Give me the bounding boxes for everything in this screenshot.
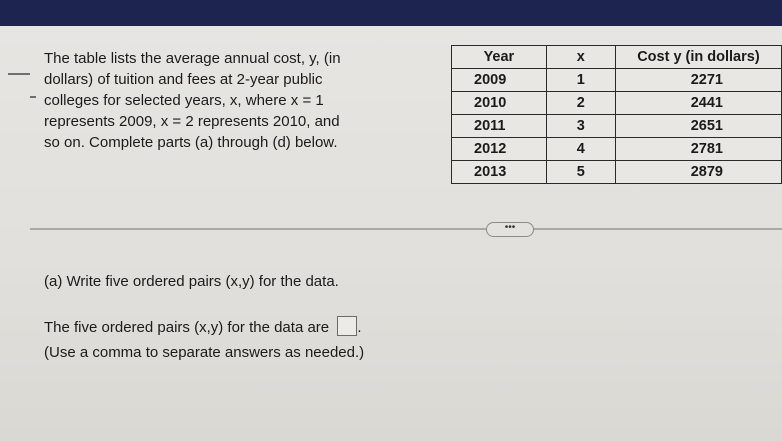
statement-line: represents 2009, x = 2 represents 2010, and <box>44 113 340 130</box>
tuition-cost-table <box>451 45 782 184</box>
answer-label: The five ordered pairs (x,y) for the data are <box>44 319 330 336</box>
cell-x: 4 <box>546 138 615 161</box>
problem-statement <box>44 48 444 153</box>
header-cost: Cost y (in dollars) <box>615 46 781 69</box>
part-a-prompt: (a) Write five ordered pairs (x,y) for the data. <box>44 273 339 290</box>
cell-year: 2009 <box>452 69 547 92</box>
cell-x: 2 <box>546 92 615 115</box>
table-row <box>452 92 782 115</box>
cell-year: 2010 <box>452 92 547 115</box>
answer-suffix: . <box>357 319 362 336</box>
answer-hint: (Use a comma to separate answers as needed.) <box>44 344 365 361</box>
answer-line <box>44 316 361 336</box>
table-row <box>452 69 782 92</box>
cell-year: 2011 <box>452 115 547 138</box>
table-row <box>452 161 782 184</box>
answer-input[interactable] <box>337 316 357 336</box>
table-row <box>452 115 782 138</box>
table-row <box>452 138 782 161</box>
show-more-button[interactable]: ••• <box>486 222 534 237</box>
statement-line: so on. Complete parts (a) through (d) below. <box>44 134 338 151</box>
cell-x: 3 <box>546 115 615 138</box>
cell-cost: 2879 <box>615 161 781 184</box>
cell-cost: 2441 <box>615 92 781 115</box>
cell-x: 5 <box>546 161 615 184</box>
cell-cost: 2651 <box>615 115 781 138</box>
cell-year: 2013 <box>452 161 547 184</box>
header-x: x <box>546 46 615 69</box>
margin-mark <box>30 96 36 98</box>
cell-cost: 2781 <box>615 138 781 161</box>
table-header-row <box>452 46 782 69</box>
statement-line: colleges for selected years, x, where x = 1 <box>44 92 324 109</box>
top-bar <box>0 0 782 26</box>
statement-line: dollars) of tuition and fees at 2-year public <box>44 71 323 88</box>
cell-year: 2012 <box>452 138 547 161</box>
cell-cost: 2271 <box>615 69 781 92</box>
cell-x: 1 <box>546 69 615 92</box>
section-divider <box>30 228 782 230</box>
statement-line: The table lists the average annual cost, y, (in <box>44 50 341 67</box>
margin-mark <box>8 73 30 75</box>
header-year: Year <box>452 46 547 69</box>
